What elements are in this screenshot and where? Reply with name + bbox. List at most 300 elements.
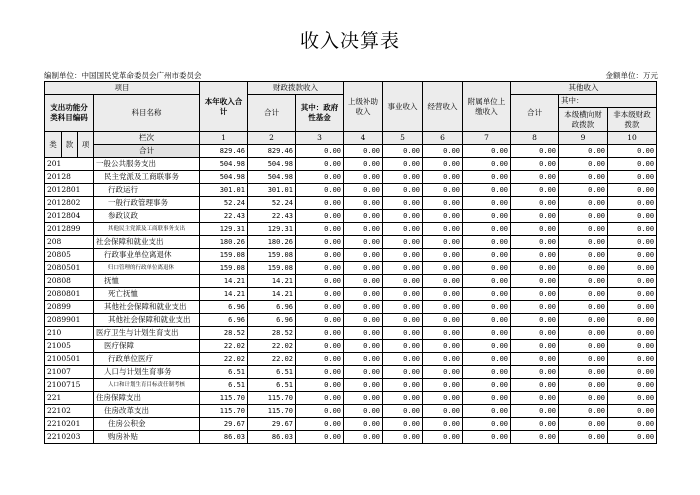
table-row — [45, 171, 657, 184]
row-value: 0.00 — [463, 262, 511, 275]
row-value: 6.96 — [248, 314, 296, 327]
row-code: 2100501 — [45, 353, 94, 366]
row-name: 其他社会保障和就业支出 — [94, 301, 200, 314]
row-value: 6.96 — [200, 301, 248, 314]
col-num: 9 — [559, 132, 608, 145]
row-value: 0.00 — [559, 418, 608, 431]
row-value: 0.00 — [344, 392, 383, 405]
row-value: 0.00 — [608, 288, 657, 301]
table-row — [45, 262, 657, 275]
row-value: 0.00 — [296, 197, 344, 210]
row-value: 0.00 — [559, 197, 608, 210]
row-value: 29.67 — [248, 418, 296, 431]
row-value: 0.00 — [296, 158, 344, 171]
row-value: 0.00 — [383, 223, 423, 236]
row-value: 504.98 — [200, 158, 248, 171]
row-value: 6.51 — [248, 366, 296, 379]
row-value: 0.00 — [344, 379, 383, 392]
row-value: 0.00 — [608, 158, 657, 171]
table-row — [45, 158, 657, 171]
row-value: 0.00 — [559, 405, 608, 418]
row-value: 0.00 — [383, 275, 423, 288]
row-value: 0.00 — [608, 431, 657, 444]
row-value: 0.00 — [344, 288, 383, 301]
row-code: 2210201 — [45, 418, 94, 431]
row-value: 0.00 — [423, 158, 463, 171]
row-value: 0.00 — [559, 353, 608, 366]
row-code: 21005 — [45, 340, 94, 353]
row-value: 0.00 — [463, 340, 511, 353]
row-value: 0.00 — [511, 223, 559, 236]
row-value: 0.00 — [463, 431, 511, 444]
row-code: 208 — [45, 236, 94, 249]
row-name: 行政单位医疗 — [94, 353, 200, 366]
row-value: 0.00 — [511, 418, 559, 431]
row-value: 0.00 — [511, 249, 559, 262]
row-value: 0.00 — [559, 158, 608, 171]
row-value: 0.00 — [511, 431, 559, 444]
row-value: 0.00 — [559, 171, 608, 184]
table-row — [45, 366, 657, 379]
row-name: 行政运行 — [94, 184, 200, 197]
row-value: 86.03 — [200, 431, 248, 444]
row-name: 社会保障和就业支出 — [94, 236, 200, 249]
row-value: 0.00 — [344, 249, 383, 262]
row-value: 0.00 — [383, 366, 423, 379]
row-code: 2100715 — [45, 379, 94, 392]
row-value: 0.00 — [559, 301, 608, 314]
table-row — [45, 275, 657, 288]
row-value: 0.00 — [608, 340, 657, 353]
row-value: 0.00 — [559, 288, 608, 301]
row-value: 0.00 — [296, 379, 344, 392]
row-value: 0.00 — [296, 418, 344, 431]
row-code: 2210203 — [45, 431, 94, 444]
row-value: 0.00 — [344, 184, 383, 197]
amount-unit: 金额单位：万元 — [605, 71, 658, 80]
table-row — [45, 249, 657, 262]
row-value: 0.00 — [511, 327, 559, 340]
row-value: 0.00 — [296, 249, 344, 262]
header-affiliated-income: 附属单位上缴收入 — [463, 82, 511, 132]
row-value: 0.00 — [296, 314, 344, 327]
row-value: 0.00 — [296, 392, 344, 405]
row-value: 0.00 — [383, 392, 423, 405]
row-value: 0.00 — [423, 288, 463, 301]
row-value: 0.00 — [296, 327, 344, 340]
header-business-income: 事业收入 — [383, 82, 423, 132]
row-value: 0.00 — [463, 301, 511, 314]
row-value: 0.00 — [423, 171, 463, 184]
table-row — [45, 223, 657, 236]
row-code: 20128 — [45, 171, 94, 184]
table-row — [45, 314, 657, 327]
row-value: 0.00 — [463, 353, 511, 366]
row-code: 20899 — [45, 301, 94, 314]
row-value: 0.00 — [511, 171, 559, 184]
row-name: 行政事业单位离退休 — [94, 249, 200, 262]
col-num: 6 — [423, 132, 463, 145]
row-value: 0.00 — [559, 236, 608, 249]
header-project: 项目 — [45, 82, 200, 95]
row-value: 0.00 — [296, 366, 344, 379]
row-value: 0.00 — [344, 210, 383, 223]
header-other-level-horizontal: 本级横向财政拨款 — [559, 108, 608, 132]
row-value: 0.00 — [608, 210, 657, 223]
row-value: 0.00 — [423, 366, 463, 379]
total-row — [45, 145, 657, 158]
row-name: 医疗保障 — [94, 340, 200, 353]
row-code: 221 — [45, 392, 94, 405]
row-value: 0.00 — [423, 236, 463, 249]
total-value: 0.00 — [463, 145, 511, 158]
total-value: 829.46 — [200, 145, 248, 158]
row-value: 0.00 — [463, 210, 511, 223]
row-value: 0.00 — [344, 353, 383, 366]
row-value: 0.00 — [423, 379, 463, 392]
table-row — [45, 353, 657, 366]
row-value: 0.00 — [559, 223, 608, 236]
header-clause: 款 — [62, 132, 78, 158]
row-value: 0.00 — [511, 301, 559, 314]
row-value: 159.08 — [248, 249, 296, 262]
row-value: 0.00 — [423, 249, 463, 262]
row-value: 0.00 — [511, 340, 559, 353]
table-header — [45, 82, 657, 158]
row-name: 住房公积金 — [94, 418, 200, 431]
row-value: 0.00 — [608, 379, 657, 392]
header-kind: 类 — [45, 132, 62, 158]
row-code: 21007 — [45, 366, 94, 379]
row-value: 0.00 — [296, 262, 344, 275]
row-value: 0.00 — [383, 314, 423, 327]
row-value: 0.00 — [344, 262, 383, 275]
compiling-unit: 编制单位：中国国民党革命委员会广州市委员会 — [44, 71, 202, 80]
header-year-income-total: 本年收入合计 — [200, 82, 248, 132]
row-value: 0.00 — [559, 184, 608, 197]
row-value: 14.21 — [200, 275, 248, 288]
row-value: 6.96 — [200, 314, 248, 327]
row-value: 115.70 — [200, 405, 248, 418]
row-value: 0.00 — [423, 327, 463, 340]
total-value: 0.00 — [344, 145, 383, 158]
row-value: 0.00 — [463, 314, 511, 327]
header-fiscal-total: 合计 — [248, 95, 296, 132]
row-value: 0.00 — [344, 314, 383, 327]
table-row — [45, 210, 657, 223]
row-value: 0.00 — [559, 379, 608, 392]
row-name: 人口与计划生育事务 — [94, 366, 200, 379]
row-value: 22.02 — [200, 353, 248, 366]
row-value: 0.00 — [511, 366, 559, 379]
row-value: 0.00 — [559, 431, 608, 444]
row-value: 22.43 — [200, 210, 248, 223]
row-value: 129.31 — [200, 223, 248, 236]
row-value: 0.00 — [511, 210, 559, 223]
row-value: 6.96 — [248, 301, 296, 314]
row-value: 0.00 — [463, 379, 511, 392]
header-subject-name: 科目名称 — [94, 95, 200, 132]
page-title: 收入决算表 — [299, 30, 400, 52]
table-row — [45, 392, 657, 405]
row-value: 159.08 — [248, 262, 296, 275]
row-value: 0.00 — [344, 340, 383, 353]
row-value: 0.00 — [511, 197, 559, 210]
row-value: 0.00 — [559, 340, 608, 353]
row-value: 0.00 — [463, 418, 511, 431]
row-name: 一般公共服务支出 — [94, 158, 200, 171]
row-value: 0.00 — [383, 301, 423, 314]
row-value: 14.21 — [248, 288, 296, 301]
row-value: 0.00 — [608, 184, 657, 197]
row-value: 0.00 — [344, 275, 383, 288]
row-value: 0.00 — [463, 366, 511, 379]
row-value: 504.98 — [200, 171, 248, 184]
row-value: 0.00 — [383, 210, 423, 223]
col-num: 5 — [383, 132, 423, 145]
row-value: 0.00 — [559, 275, 608, 288]
row-value: 0.00 — [383, 340, 423, 353]
header-other-total: 合计 — [511, 95, 559, 132]
table-row — [45, 340, 657, 353]
row-value: 0.00 — [608, 301, 657, 314]
row-code: 20808 — [45, 275, 94, 288]
row-value: 0.00 — [608, 366, 657, 379]
total-value: 0.00 — [383, 145, 423, 158]
row-value: 0.00 — [423, 262, 463, 275]
table-body — [45, 158, 657, 444]
table-row — [45, 236, 657, 249]
row-value: 0.00 — [344, 171, 383, 184]
row-value: 0.00 — [296, 353, 344, 366]
row-value: 0.00 — [296, 184, 344, 197]
total-label: 合计 — [94, 145, 200, 158]
row-value: 22.43 — [248, 210, 296, 223]
row-value: 0.00 — [608, 262, 657, 275]
row-value: 0.00 — [383, 236, 423, 249]
col-num: 3 — [296, 132, 344, 145]
row-value: 159.08 — [200, 262, 248, 275]
row-value: 0.00 — [608, 171, 657, 184]
row-value: 0.00 — [383, 262, 423, 275]
row-value: 0.00 — [423, 301, 463, 314]
row-value: 0.00 — [296, 340, 344, 353]
row-value: 0.00 — [511, 379, 559, 392]
row-value: 0.00 — [344, 405, 383, 418]
row-code: 2080801 — [45, 288, 94, 301]
row-value: 0.00 — [608, 197, 657, 210]
row-value: 0.00 — [463, 171, 511, 184]
total-value: 0.00 — [511, 145, 559, 158]
row-value: 0.00 — [423, 405, 463, 418]
row-value: 0.00 — [423, 314, 463, 327]
row-value: 0.00 — [511, 184, 559, 197]
row-value: 0.00 — [344, 366, 383, 379]
col-num: 2 — [248, 132, 296, 145]
header-operating-income: 经营收入 — [423, 82, 463, 132]
row-value: 0.00 — [511, 275, 559, 288]
row-value: 0.00 — [608, 353, 657, 366]
row-name: 人口和计划生育目标责任制考核 — [94, 379, 200, 392]
row-value: 0.00 — [608, 418, 657, 431]
row-value: 0.00 — [296, 223, 344, 236]
row-value: 6.51 — [200, 379, 248, 392]
row-value: 0.00 — [608, 275, 657, 288]
row-value: 0.00 — [559, 249, 608, 262]
row-value: 0.00 — [608, 236, 657, 249]
header-lanci: 栏次 — [94, 132, 200, 145]
row-value: 0.00 — [383, 171, 423, 184]
row-name: 抚恤 — [94, 275, 200, 288]
row-value: 6.51 — [248, 379, 296, 392]
total-value: 0.00 — [559, 145, 608, 158]
col-num: 7 — [463, 132, 511, 145]
row-value: 0.00 — [344, 301, 383, 314]
row-value: 115.70 — [248, 392, 296, 405]
row-value: 0.00 — [511, 262, 559, 275]
row-code: 2089901 — [45, 314, 94, 327]
row-value: 180.26 — [200, 236, 248, 249]
row-value: 0.00 — [423, 392, 463, 405]
row-value: 0.00 — [608, 327, 657, 340]
row-code: 2012899 — [45, 223, 94, 236]
row-value: 0.00 — [559, 327, 608, 340]
row-value: 0.00 — [463, 197, 511, 210]
row-value: 28.52 — [200, 327, 248, 340]
table-row — [45, 184, 657, 197]
row-value: 0.00 — [296, 431, 344, 444]
row-value: 0.00 — [383, 418, 423, 431]
row-value: 0.00 — [344, 431, 383, 444]
row-value: 180.26 — [248, 236, 296, 249]
header-other-of-which: 其中： — [559, 95, 657, 108]
header-fiscal-gov-fund: 其中：政府性基金 — [296, 95, 344, 132]
row-value: 0.00 — [463, 236, 511, 249]
row-value: 0.00 — [608, 223, 657, 236]
row-value: 0.00 — [559, 366, 608, 379]
row-value: 22.02 — [200, 340, 248, 353]
row-value: 0.00 — [344, 327, 383, 340]
row-value: 6.51 — [200, 366, 248, 379]
row-code: 210 — [45, 327, 94, 340]
row-value: 115.70 — [248, 405, 296, 418]
row-value: 0.00 — [608, 314, 657, 327]
row-value: 129.31 — [248, 223, 296, 236]
row-value: 0.00 — [423, 353, 463, 366]
row-value: 0.00 — [296, 236, 344, 249]
row-value: 0.00 — [423, 431, 463, 444]
row-value: 0.00 — [559, 392, 608, 405]
row-value: 0.00 — [511, 158, 559, 171]
row-value: 22.02 — [248, 353, 296, 366]
row-value: 0.00 — [463, 275, 511, 288]
row-name: 归口管理的行政单位离退休 — [94, 262, 200, 275]
total-value: 0.00 — [296, 145, 344, 158]
row-value: 0.00 — [511, 405, 559, 418]
header-fiscal-group: 财政拨款收入 — [248, 82, 344, 95]
row-value: 14.21 — [248, 275, 296, 288]
table-row — [45, 379, 657, 392]
row-value: 0.00 — [344, 223, 383, 236]
table-row — [45, 301, 657, 314]
row-code: 201 — [45, 158, 94, 171]
col-num: 4 — [344, 132, 383, 145]
row-value: 0.00 — [423, 275, 463, 288]
row-value: 0.00 — [511, 288, 559, 301]
row-value: 0.00 — [608, 405, 657, 418]
row-value: 0.00 — [559, 262, 608, 275]
row-value: 0.00 — [463, 288, 511, 301]
row-value: 0.00 — [511, 353, 559, 366]
row-name: 一般行政管理事务 — [94, 197, 200, 210]
row-value: 0.00 — [423, 340, 463, 353]
row-value: 301.01 — [200, 184, 248, 197]
row-value: 0.00 — [511, 236, 559, 249]
row-value: 0.00 — [423, 418, 463, 431]
row-code: 2012802 — [45, 197, 94, 210]
col-num: 10 — [608, 132, 657, 145]
row-value: 0.00 — [383, 405, 423, 418]
row-code: 22102 — [45, 405, 94, 418]
row-value: 0.00 — [296, 288, 344, 301]
row-value: 0.00 — [463, 223, 511, 236]
row-name: 其他社会保障和就业支出 — [94, 314, 200, 327]
row-value: 0.00 — [511, 314, 559, 327]
row-value: 0.00 — [463, 327, 511, 340]
row-value: 52.24 — [248, 197, 296, 210]
row-value: 0.00 — [383, 249, 423, 262]
header-other-non-level: 非本级财政拨款 — [608, 108, 657, 132]
row-value: 0.00 — [463, 184, 511, 197]
row-value: 0.00 — [463, 405, 511, 418]
row-name: 死亡抚恤 — [94, 288, 200, 301]
header-item: 项 — [78, 132, 94, 158]
row-value: 0.00 — [344, 418, 383, 431]
row-value: 0.00 — [344, 158, 383, 171]
table-row — [45, 327, 657, 340]
row-value: 86.03 — [248, 431, 296, 444]
row-value: 0.00 — [344, 236, 383, 249]
row-code: 2080501 — [45, 262, 94, 275]
row-value: 504.98 — [248, 158, 296, 171]
row-value: 28.52 — [248, 327, 296, 340]
table-row — [45, 197, 657, 210]
row-value: 0.00 — [463, 158, 511, 171]
row-value: 0.00 — [383, 327, 423, 340]
row-value: 0.00 — [423, 223, 463, 236]
header-other-group: 其他收入 — [511, 82, 657, 95]
row-value: 0.00 — [383, 431, 423, 444]
row-value: 0.00 — [423, 197, 463, 210]
row-value: 0.00 — [383, 158, 423, 171]
total-value: 0.00 — [423, 145, 463, 158]
row-name: 民主党派及工商联事务 — [94, 171, 200, 184]
table-row — [45, 418, 657, 431]
row-value: 0.00 — [296, 210, 344, 223]
row-value: 0.00 — [423, 184, 463, 197]
row-value: 504.98 — [248, 171, 296, 184]
row-value: 0.00 — [608, 249, 657, 262]
table-row — [45, 431, 657, 444]
row-value: 52.24 — [200, 197, 248, 210]
row-value: 0.00 — [383, 353, 423, 366]
row-value: 29.67 — [200, 418, 248, 431]
row-name: 购房补贴 — [94, 431, 200, 444]
row-name: 医疗卫生与计划生育支出 — [94, 327, 200, 340]
row-value: 0.00 — [296, 171, 344, 184]
row-code: 2012801 — [45, 184, 94, 197]
row-value: 0.00 — [383, 197, 423, 210]
